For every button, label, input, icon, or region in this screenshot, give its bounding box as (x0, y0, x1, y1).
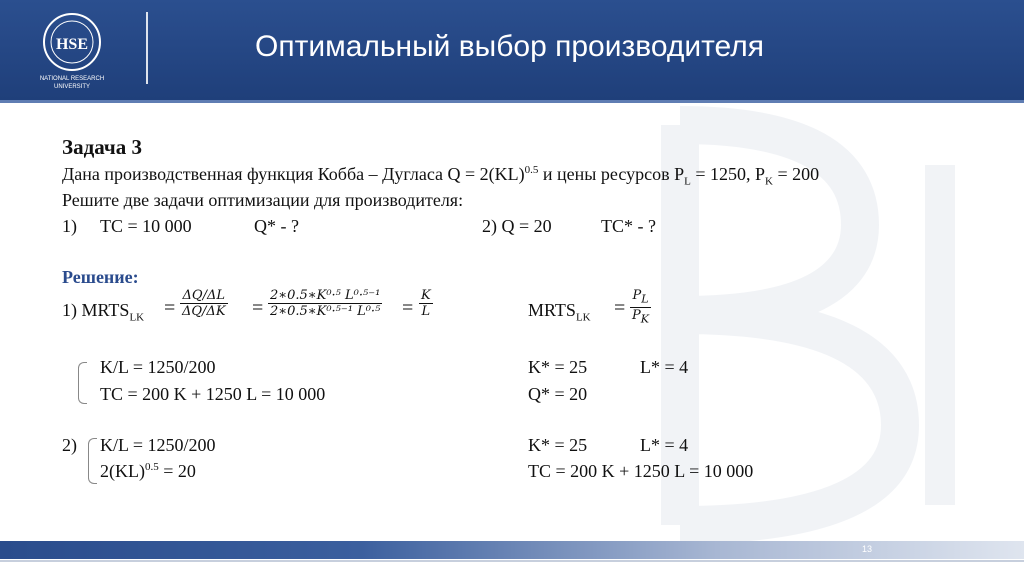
problem-2-question: TC* - ? (601, 216, 656, 236)
fraction-dq-den: ΔQ/ΔK (182, 304, 226, 319)
system-2-brace (88, 438, 97, 484)
problem-2-q: 2) Q = 20 (482, 216, 552, 236)
system-2-line-2-a: 2(KL) (100, 461, 145, 481)
fraction-prices (630, 288, 651, 326)
task-exp: 0.5 (524, 164, 539, 176)
answer-2-tc: TC = 200 K + 1250 L = 10 000 (528, 461, 754, 481)
equals-1: = (164, 297, 176, 319)
system-1-line-1: K/L = 1250/200 (100, 357, 216, 377)
mrts-sub: LK (129, 311, 145, 324)
fraction-dq (180, 288, 228, 319)
answer-2-k: K* = 25 (528, 435, 588, 455)
answer-1-q: Q* = 20 (528, 384, 588, 404)
equals-4: = (614, 297, 626, 319)
answer-1-k: K* = 25 (528, 357, 588, 377)
problem-1-question: Q* - ? (254, 216, 299, 236)
system-2-exp: 0.5 (144, 461, 159, 473)
fraction-dq-num: ΔQ/ΔL (180, 288, 228, 304)
task-statement (62, 165, 819, 188)
task-heading: Задача 3 (62, 135, 142, 159)
system-1-line-2: TC = 200 K + 1250 L = 10 000 (100, 384, 326, 404)
mrts-label (62, 301, 144, 324)
system-2-line-1: K/L = 1250/200 (100, 435, 216, 455)
problem-1-number: 1) (62, 216, 77, 236)
pl-sub: L (684, 175, 691, 188)
page-title: Оптимальный выбор производителя (255, 30, 764, 63)
fraction-derivatives-num: 2∗0.5∗K⁰·⁵ L⁰·⁵⁻¹ (270, 288, 381, 303)
equals-2: = (252, 297, 264, 319)
footer-line (0, 560, 1024, 562)
task-statement-b: и цены ресурсов P (538, 164, 685, 184)
fraction-kl-den: L (421, 304, 431, 319)
fraction-prices-num: $P_L$ (630, 288, 651, 308)
system-2-line-2-b: = 20 (158, 461, 196, 481)
answer-1-l: L* = 4 (640, 357, 689, 377)
logo-caption-2: UNIVERSITY (53, 84, 91, 90)
problem-1-tc: TC = 10 000 (100, 216, 192, 236)
fraction-prices-den: $P_K$ (632, 307, 649, 326)
logo-emblem: HSE (55, 36, 89, 53)
task-statement-a: Дана производственная функция Кобба – Дугласа Q = 2(KL) (62, 164, 525, 184)
task-statement-d: = 200 (772, 164, 820, 184)
solution-heading: Решение: (62, 267, 139, 287)
system-1-brace (78, 362, 87, 404)
fraction-derivatives (268, 288, 382, 319)
answer-2-l: L* = 4 (640, 435, 689, 455)
mrts-right-label (528, 301, 591, 324)
mrts-right-sub: LK (575, 311, 591, 324)
equals-3: = (402, 297, 414, 319)
mrts-right-prefix: MRTS (528, 300, 576, 320)
task-statement-c: = 1250, P (690, 164, 765, 184)
fraction-kl (419, 288, 433, 319)
page-number: 13 (862, 544, 873, 554)
mrts-prefix: 1) MRTS (62, 300, 130, 320)
fraction-derivatives-den: 2∗0.5∗K⁰·⁵⁻¹ L⁰·⁵ (270, 304, 381, 319)
logo-caption-1: NATIONAL RESEARCH (39, 76, 105, 82)
system-2-line-2 (100, 462, 196, 480)
system-2-number: 2) (62, 435, 77, 455)
pk-sub: K (764, 175, 773, 188)
task-instruction: Решите две задачи оптимизации для производителя: (62, 190, 464, 210)
fraction-kl-num: K (421, 288, 431, 303)
